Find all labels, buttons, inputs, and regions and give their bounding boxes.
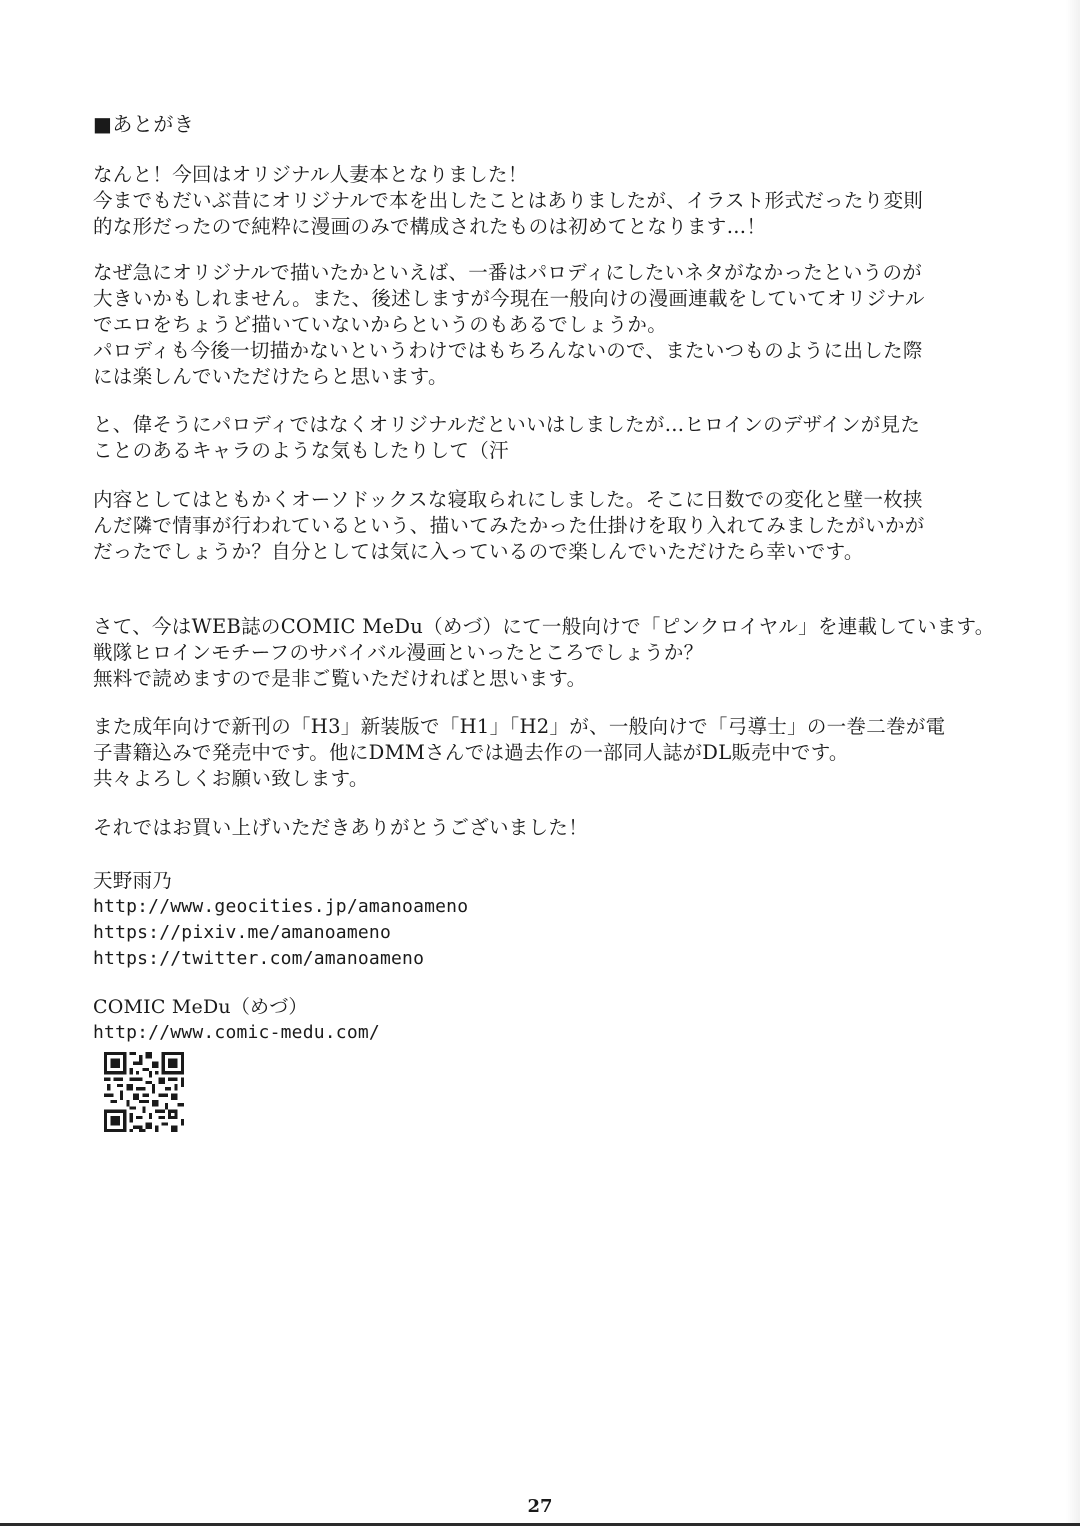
text-line: 内容としてはともかくオーソドックスな寝取られにしました。そこに日数での変化と壁一枚挟 — [93, 488, 923, 511]
text-line: 共々よろしくお願い致します。 — [93, 767, 369, 790]
text-line: 戦隊ヒロインモチーフのサバイバル漫画といったところでしょうか？ — [93, 641, 704, 664]
paragraph-5 — [93, 614, 995, 692]
qr-code-icon[interactable] — [104, 1052, 184, 1132]
paragraph-4 — [93, 487, 983, 565]
text-line: と、偉そうにパロディではなくオリジナルだといいはしましたが…ヒロインのデザインが見た — [93, 413, 921, 436]
paragraph-1 — [93, 162, 983, 240]
text-line: パロディも今後一切描かないというわけではもちろんないので、またいつものように出した際 — [93, 339, 923, 362]
magazine-name: COMIC MeDu（めづ） — [93, 996, 308, 1018]
text-line: には楽しんでいただけたらと思います。 — [93, 365, 448, 388]
text-line: なぜ急にオリジナルで描いたかといえば、一番はパロディにしたいネタがなかったというのが — [93, 261, 923, 284]
text-line: ことのあるキャラのような気もしたりして（汗 — [93, 439, 509, 462]
text-line: んだ隣で情事が行われているという、描いてみたかった仕掛けを取り入れてみましたがいかが — [93, 514, 925, 537]
magazine-url-link[interactable]: http://www.comic-medu.com/ — [93, 1022, 380, 1043]
text-line: それではお買い上げいただきありがとうございました！ — [93, 816, 589, 839]
text-line: でエロをちょうど描いていないからというのもあるでしょうか。 — [93, 313, 668, 336]
text-line: 的な形だったので純粋に漫画のみで構成されたものは初めてとなります…！ — [93, 215, 767, 238]
text-line: 無料で読めますので是非ご覧いただければと思います。 — [93, 667, 587, 690]
author-block — [93, 868, 983, 972]
text-line: 子書籍込みで発売中です。他にDMMさんでは過去作の一部同人誌がDL販売中です。 — [93, 741, 849, 764]
text-line: 今までもだいぶ昔にオリジナルで本を出したことはありましたが、イラスト形式だったり変則 — [93, 189, 924, 212]
page-number: 27 — [527, 1496, 553, 1517]
paragraph-6 — [93, 714, 983, 792]
paragraph-2 — [93, 260, 983, 390]
afterword-heading: ■あとがき — [93, 112, 195, 136]
author-name: 天野雨乃 — [93, 869, 173, 892]
paragraph-3 — [93, 412, 983, 464]
text-line: さて、今はWEB誌のCOMIC MeDu（めづ）にて一般向けで「ピンクロイヤル」を連載しています。 — [93, 615, 995, 638]
author-twitter-link[interactable]: https://twitter.com/amanoameno — [93, 948, 425, 969]
scan-edge — [1066, 0, 1080, 1526]
text-line: 大きいかもしれません。また、後述しますが今現在一般向けの漫画連載をしていてオリジナル — [93, 287, 925, 310]
text-line: なんと！今回はオリジナル人妻本となりました！ — [93, 163, 528, 186]
text-line: また成年向けで新刊の「H3」新装版で「H1」「H2」が、一般向けで「弓導士」の一巻二巻が電 — [93, 715, 946, 738]
text-line: だったでしょうか？自分としては気に入っているので楽しんでいただけたら幸いです。 — [93, 540, 864, 563]
paragraph-7 — [93, 815, 983, 841]
author-website-link[interactable]: http://www.geocities.jp/amanoameno — [93, 896, 469, 917]
magazine-block — [93, 994, 983, 1046]
author-pixiv-link[interactable]: https://pixiv.me/amanoameno — [93, 922, 391, 943]
